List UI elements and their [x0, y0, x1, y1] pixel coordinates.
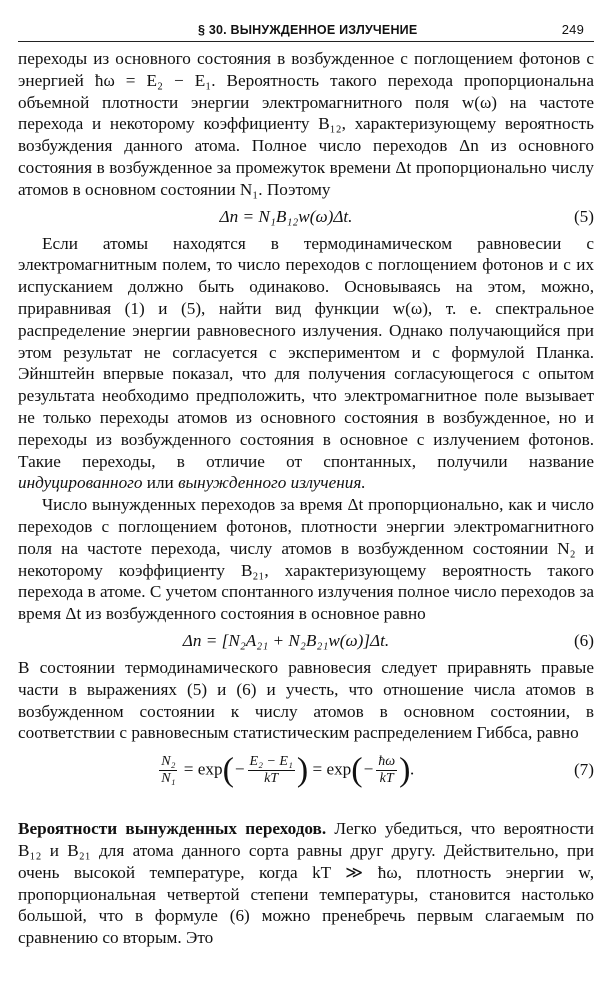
paragraph-5-text: Легко убедиться, что вероятности B₁₂ и B₂₁ для атома данного сорта равны друг другу. Действительно, при очень высокой температуре, когда kT ≫ ħω, плотность энергии w, пропорциональная четвертой степени температуры, становится настолько большой, что в формуле (6) можно пренебречь первым слагаемым по сравнению со вторым. Это [18, 819, 594, 948]
frac-numerator: N₂ [161, 753, 176, 769]
frac-denominator: N₁ [161, 770, 176, 786]
paren-close: ) [399, 751, 411, 789]
section-title: § 30. ВЫНУЖДЕННОЕ ИЗЛУЧЕНИЕ [198, 23, 418, 37]
page-number: 249 [561, 22, 584, 37]
paren-open: ( [351, 751, 363, 789]
frac-energy-diff [248, 754, 295, 787]
paragraph-2-or: или [142, 473, 179, 493]
equation-7-number: (7) [573, 760, 594, 780]
subsection-heading: Вероятности вынужденных переходов. [18, 819, 327, 839]
term-induced: индуцированного [18, 473, 143, 493]
term-stimulated: вынужденного излучения. [178, 473, 366, 493]
frac-numerator: E₂ − E₁ [249, 753, 293, 769]
paren-open: ( [222, 751, 234, 789]
equation-7-formula: $\frac{\text{N₂}}{\text{N₁}}$ = exp(− $\frac{\text{E₂ − E₁}}{kT}$ ) = exp(− $\frac{ħ\omega}{kT}$ ). [161, 751, 415, 789]
frac-denominator: kT [264, 770, 279, 786]
paren-close: ) [296, 751, 309, 789]
exp-label-1: = exp [179, 759, 223, 779]
exp-label-2: = exp [308, 759, 352, 779]
frac-denominator: kT [379, 770, 394, 786]
equation-5 [18, 201, 594, 233]
paragraph-2 [18, 233, 594, 495]
equation-7 [18, 744, 594, 796]
paragraph-gap [18, 796, 594, 818]
equation-5-number: (5) [573, 206, 594, 226]
equation-6-formula: Δn = [N₂A₂₁ + N₂B₂₁w(ω)]Δt. [182, 631, 390, 651]
equation-6-number: (6) [573, 631, 594, 651]
running-header [18, 22, 594, 42]
body-text [18, 48, 594, 949]
paragraph-4: В состоянии термодинамического равновесия следует приравнять правые части в выражениях (5) и (6) и учесть, что отношение числа атомов в возбужденном состоянии к числу атомов в основном состоянии, в соответствии с равновесным статистическим распределением Гиббса, равно [18, 657, 594, 743]
paragraph-5 [18, 818, 594, 949]
paragraph-3: Число вынужденных переходов за время Δt пропорционально, как и число переходов с поглощением фотонов, плотности энергии электромагнитного поля на частоте перехода, числу атомов в возбужденном состоянии N₂ и некоторому коэффициенту B₂₁, характеризующему вероятность такого перехода в атоме. С учетом спонтанного излучения полное число переходов за время Δt из возбужденного состояния в основное равно [18, 495, 594, 624]
equation-5-formula: Δn = N₁B₁₂w(ω)Δt. [219, 206, 353, 226]
book-page [18, 22, 594, 949]
frac-hw-kt [376, 754, 397, 787]
frac-numerator: ħω [378, 753, 396, 769]
paragraph-1: переходы из основного состояния в возбужденное с поглощением фотонов с энергией ħω = E₂ − E₁. Вероятность такого перехода пропорциональна объемной плотности энергии электромагнитного поля w(ω) на частоте перехода и некоторому коэффициенту B₁₂, характеризующему вероятность возбуждения данного атома. Полное число переходов Δn из основного состояния в возбужденное за промежуток времени Δt пропорционально числу атомов в основном состоянии N₁. Поэтому [18, 49, 594, 199]
equation-6 [18, 625, 594, 657]
paragraph-2-text: Если атомы находятся в термодинамическом равновесии с электромагнитным полем, то число переходов с поглощением фотонов и с их испусканием должно быть одинаково. Основываясь на этом, можно, приравнивая (1) и (5), найти вид функции w(ω), т. е. спектральное распределение энергии равновесного излучения. Однако получающийся при этом результат не согласуется с экспериментом и с формулой Планка. Эйнштейн впервые показал, что для получения согласующегося с опытом результата необходимо предположить, что электромагнитное поле вызывает не только переходы атомов из основного состояния в возбужденное, но и переходы из возбужденного состояния в основное с излучением фотонов. Такие переходы, в отличие от спонтанных, получили название [18, 233, 594, 471]
frac-n2-n1 [159, 754, 177, 787]
